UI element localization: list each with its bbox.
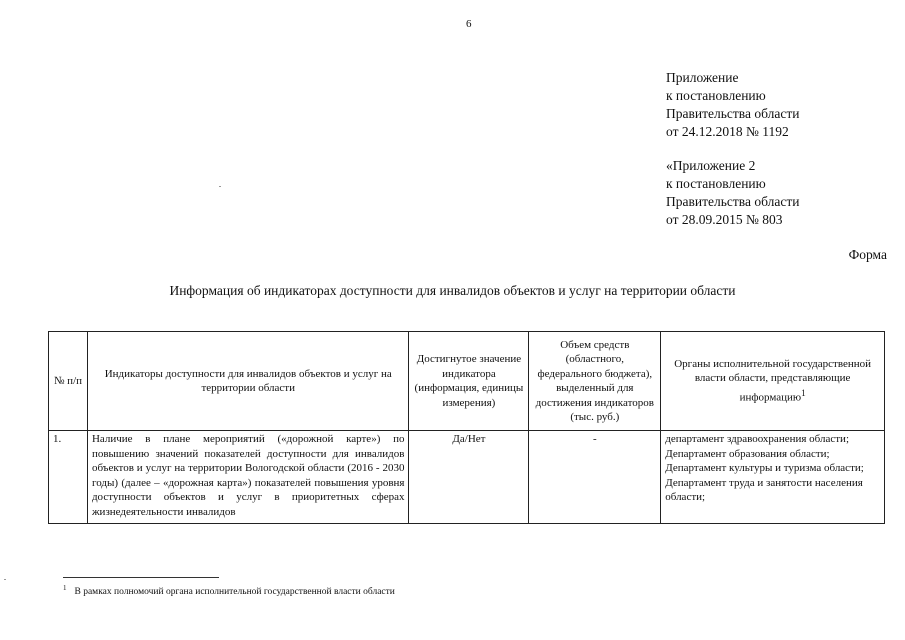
appendix-line: к постановлению	[666, 88, 766, 103]
header-authorities	[661, 332, 885, 431]
header-funds: Объем средств (областного, федерального бюджета), выделенный для достижения индикаторов (тыс. руб.)	[529, 332, 661, 431]
appendix-line: от 28.09.2015 № 803	[666, 212, 783, 227]
authority-item: Департамент культуры и туризма области;	[665, 462, 864, 474]
appendix-line: от 24.12.2018 № 1192	[666, 124, 789, 139]
authority-item: Департамент труда и занятости населения области;	[665, 476, 863, 503]
header-authorities-text: Органы исполнительной государственной власти области, представляющие информацию	[674, 357, 871, 404]
table-row	[49, 431, 885, 524]
authority-item: Департамент образования области;	[665, 447, 830, 460]
footnote-text: В рамках полномочий органа исполнительной государственной власти области	[74, 587, 395, 598]
scan-speck	[4, 579, 6, 580]
achieved-value: Да/Нет	[409, 431, 529, 524]
footnote	[63, 584, 395, 597]
row-number: 1.	[49, 431, 88, 524]
footnote-reference: 1	[801, 387, 806, 398]
header-num: № п/п	[49, 332, 88, 431]
appendix-line: «Приложение 2	[666, 158, 756, 173]
footnote-mark: 1	[63, 584, 67, 592]
indicators-table	[48, 331, 885, 524]
form-label: Форма	[848, 247, 887, 262]
funds-value: -	[529, 431, 661, 524]
appendix-line: Правительства области	[666, 194, 800, 209]
header-achieved-value: Достигнутое значение индикатора (информация, единицы измерения)	[409, 332, 529, 431]
page-number: 6	[466, 18, 472, 30]
appendix-previous-header	[666, 157, 799, 229]
document-title: Информация об индикаторах доступности для инвалидов объектов и услуг на территории области	[169, 283, 736, 298]
scan-speck	[219, 186, 221, 187]
authority-item: департамент здравоохранения области;	[665, 433, 849, 445]
appendix-line: Правительства области	[666, 106, 800, 121]
appendix-current-header	[666, 69, 799, 141]
table-header-row	[49, 332, 885, 431]
header-indicator: Индикаторы доступности для инвалидов объектов и услуг на территории области	[87, 332, 409, 431]
footnote-separator	[63, 577, 219, 578]
authorities-list	[661, 431, 885, 524]
appendix-line: Приложение	[666, 70, 739, 85]
appendix-line: к постановлению	[666, 176, 766, 191]
indicator-name: Наличие в плане мероприятий («дорожной карте») по повышению значений показателей доступности для инвалидов объектов и услуг на территории Вологодской области (2016 - 2030 годы) (далее – «дорожная карта») показателей повышения уровня доступности объектов и услуг в приоритетных сферах жизнедеятельности инвалидов	[87, 431, 409, 524]
